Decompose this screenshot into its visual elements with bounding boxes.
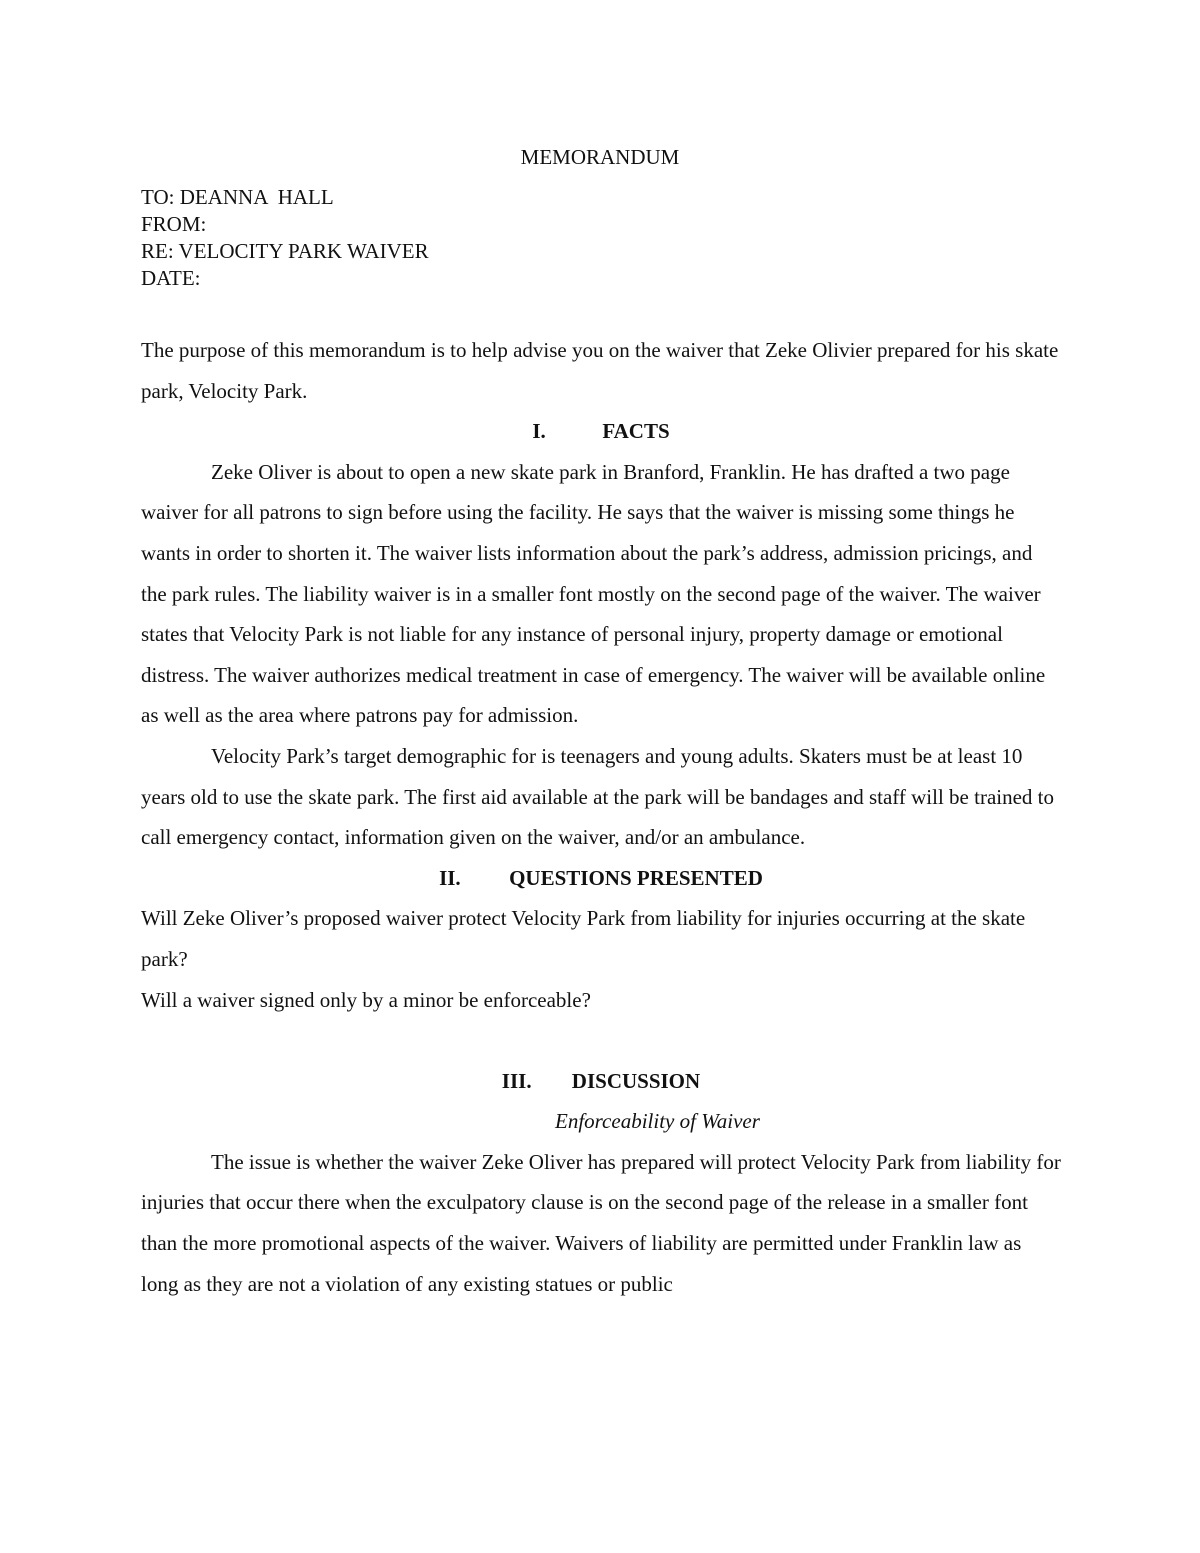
facts-number: I. [532, 419, 546, 444]
facts-paragraph-2: Velocity Park’s target demographic for is teenagers and young adults. Skaters must be at least 10 years old to use the skate park. The first aid available at the park will be bandages and staff will be trained to call emergency contact, information given on the waiver, and/or an ambulance. [141, 743, 1055, 850]
memo-body [141, 330, 1061, 1304]
discussion-title: DISCUSSION [571, 1068, 701, 1093]
questions-heading [141, 858, 1061, 899]
facts-paragraph-1: Zeke Oliver is about to open a new skate park in Branford, Franklin. He has drafted a two page waiver for all patrons to sign before using the facility. He says that the waiver is missing some things he wants in order to shorten it. The waiver lists information about the park’s address, admission pricings, and the park rules. The liability waiver is in a smaller font mostly on the second page of the waiver. The waiver states that Velocity Park is not liable for any instance of personal injury, property damage or emotional distress. The waiver authorizes medical treatment in case of emergency. The waiver will be available online as well as the area where patrons pay for admission. [141, 459, 1046, 728]
discussion-number: III. [501, 1068, 532, 1093]
discussion-paragraph: The issue is whether the waiver Zeke Oliver has prepared will protect Velocity Park from liability for injuries that occur there when the exculpatory clause is on the second page of the release in a smaller font than the more promotional aspects of the waiver. Waivers of liability are permitted under Franklin law as long as they are not a violation of any existing statues or public [141, 1149, 1061, 1296]
memo-from: FROM: [141, 212, 207, 236]
facts-title: FACTS [602, 419, 670, 444]
memo-to: TO: DEANNA HALL [141, 185, 334, 209]
question-2: Will a waiver signed only by a minor be enforceable? [141, 987, 591, 1012]
question-1: Will Zeke Oliver’s proposed waiver protect Velocity Park from liability for injuries occurring at the skate park? [141, 906, 1026, 971]
discussion-subheading: Enforceability of Waiver [555, 1109, 760, 1134]
blank-line [141, 1020, 1061, 1061]
questions-title: QUESTIONS PRESENTED [509, 865, 763, 890]
questions-number: II. [439, 865, 461, 890]
facts-heading [141, 411, 1061, 452]
memo-title: MEMORANDUM [520, 145, 680, 169]
intro-paragraph: The purpose of this memorandum is to help advise you on the waiver that Zeke Olivier prepared for his skate park, Velocity Park. [141, 338, 1059, 403]
discussion-heading [141, 1061, 1061, 1102]
memo-header [141, 184, 429, 292]
memo-re: RE: VELOCITY PARK WAIVER [141, 239, 429, 263]
memo-date: DATE: [141, 266, 201, 290]
